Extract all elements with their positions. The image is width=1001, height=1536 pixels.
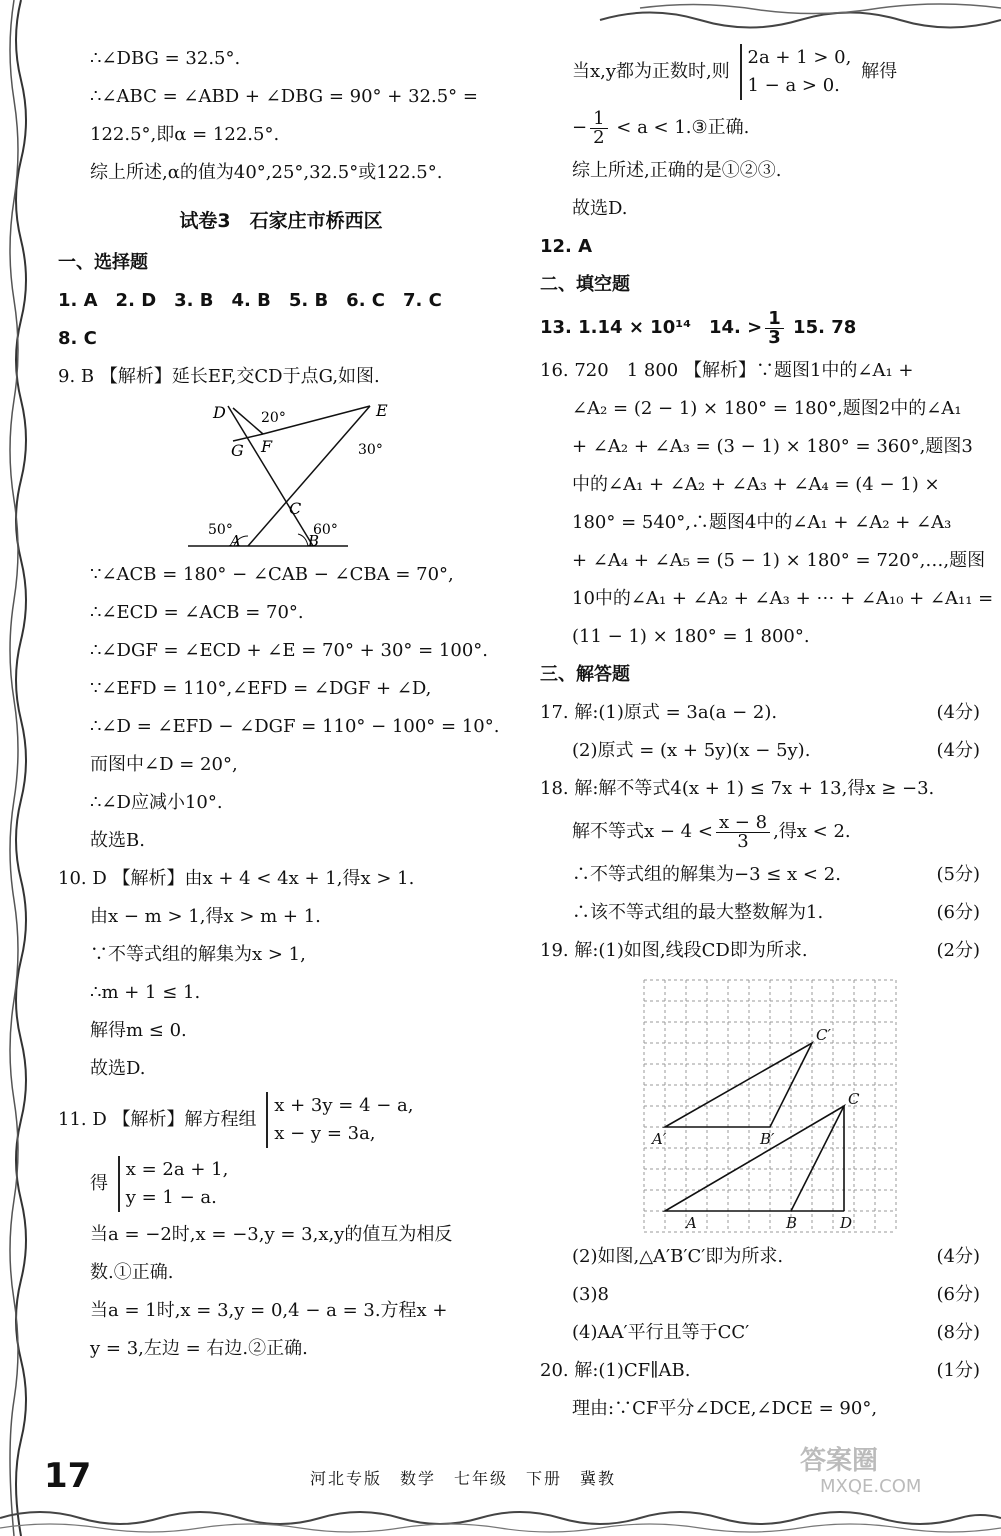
score: (5分) [936, 864, 980, 885]
question-16: 16. 720 1 800 【解析】∵题图1中的∠A₁ + [540, 360, 914, 381]
label-B: B [786, 1214, 798, 1232]
inequality-2: 1 − a > 0. [747, 75, 840, 96]
text-line: 综上所述,正确的是①②③. [572, 160, 782, 181]
r1-solve: 解得 [861, 61, 898, 82]
watermark-url: MXQE.COM [820, 1476, 922, 1497]
r2-rest: < a < 1.③正确. [616, 117, 750, 138]
inequality-system [740, 44, 852, 100]
question-19 [540, 932, 980, 970]
r6-answer: 15. 78 [793, 317, 857, 338]
numerator: 1 [765, 310, 784, 329]
question-11 [58, 1088, 504, 1152]
text-line [540, 1276, 980, 1314]
label-F: F [261, 437, 273, 456]
text-line: ∠A₂ = (2 − 1) × 180° = 180°,题图2中的∠A₁ [572, 398, 962, 419]
r18-result: ,得x < 2. [773, 821, 851, 842]
r23-text: (3)8 [572, 1284, 609, 1305]
r1-text: 当x,y都为正数时,则 [572, 61, 730, 82]
q20-text: 20. 解:(1)CF∥AB. [540, 1360, 691, 1381]
text-line [540, 894, 980, 932]
label-C: C [848, 1090, 860, 1108]
solution-1: x = 2a + 1, [125, 1159, 229, 1180]
denominator: 2 [593, 126, 605, 148]
fraction [765, 307, 784, 348]
equation-2: x − y = 3a, [274, 1123, 376, 1144]
figure-q19-grid [540, 974, 980, 1238]
label-G: G [231, 441, 244, 460]
text-line: ∵∠EFD = 110°,∠EFD = ∠DGF + ∠D, [90, 678, 432, 699]
left-wavy-border [6, 0, 36, 1536]
numerator: 1 [590, 110, 607, 129]
text-line: ∴∠DGF = ∠ECD + ∠E = 70° + 30° = 100°. [90, 640, 488, 661]
text-line: ∴∠ECD = ∠ACB = 70°. [90, 602, 304, 623]
text-line [540, 40, 980, 104]
text-line [540, 1238, 980, 1276]
answer-line [540, 304, 980, 352]
score: (2分) [936, 940, 980, 961]
angle-20: 20° [261, 410, 286, 426]
score: (4分) [936, 702, 980, 723]
q19-text: 19. 解:(1)如图,线段CD即为所求. [540, 940, 808, 961]
r22-text: (2)如图,△A′B′C′即为所求. [572, 1246, 784, 1267]
text-line: + ∠A₂ + ∠A₃ = (3 − 1) × 180° = 360°,题图3 [572, 436, 973, 457]
answer-line: 12. A [540, 236, 593, 257]
fraction [590, 107, 607, 148]
equation-1: x + 3y = 4 − a, [274, 1095, 414, 1116]
text-line: 180° = 540°,∴题图4中的∠A₁ + ∠A₂ + ∠A₃ [572, 512, 952, 533]
label-A: A [686, 1214, 697, 1232]
question-20 [540, 1352, 980, 1390]
text-line: 理由:∵CF平分∠DCE,∠DCE = 90°, [572, 1398, 878, 1419]
text-line: ∴∠D = ∠EFD − ∠DGF = 110° − 100° = 10°. [90, 716, 500, 737]
text-line: ∴∠DBG = 32.5°. [90, 48, 241, 69]
text-line: ∵不等式组的解集为x > 1, [90, 944, 306, 965]
text-line: (11 − 1) × 180° = 1 800°. [572, 626, 810, 647]
text-line: 数.①正确. [90, 1262, 174, 1283]
solution-2: y = 1 − a. [125, 1187, 217, 1208]
text-line: + ∠A₄ + ∠A₅ = (5 − 1) × 180° = 720°,…,题图 [572, 550, 986, 571]
text-line: ∵∠ACB = 180° − ∠CAB − ∠CBA = 70°, [90, 564, 454, 585]
score: (4分) [936, 740, 980, 761]
text-line: 中的∠A₁ + ∠A₂ + ∠A₃ + ∠A₄ = (4 − 1) × [572, 474, 940, 495]
left-column [58, 40, 504, 1368]
label-D: D [213, 403, 226, 422]
numerator: x − 8 [716, 814, 770, 833]
text-line [540, 104, 980, 152]
section-heading: 一、选择题 [58, 252, 148, 273]
equation-system [266, 1092, 413, 1148]
exam-title: 试卷3 石家庄市桥西区 [179, 210, 383, 232]
bottom-wavy-border [0, 1500, 1001, 1536]
denominator: 3 [737, 830, 749, 852]
score: (1分) [936, 1360, 980, 1381]
text-line [540, 808, 980, 856]
question-17 [540, 694, 980, 732]
label-B: B [308, 532, 320, 550]
label-Cp: C′ [816, 1026, 831, 1044]
q17-part2: (2)原式 = (x + 5y)(x − 5y). [572, 740, 811, 761]
label-A: A [230, 532, 241, 550]
text-line: ∴∠ABC = ∠ABD + ∠DBG = 90° + 32.5° = [90, 86, 478, 107]
footer-info: 河北专版 数学 七年级 下册 冀教 [310, 1469, 617, 1488]
question-18: 18. 解:解不等式4(x + 1) ≤ 7x + 13,得x ≥ −3. [540, 778, 935, 799]
label-Bp: B′ [760, 1130, 775, 1148]
text-line: 故选B. [90, 830, 145, 851]
fraction [716, 811, 770, 852]
q11-text: 11. D 【解析】解方程组 [58, 1109, 257, 1130]
answer-line: 1. A 2. D 3. B 4. B 5. B 6. C 7. C [58, 290, 442, 311]
r18-text: 解不等式x − 4 < [572, 821, 713, 842]
top-wavy-border [0, 0, 1001, 40]
watermark-logo: 答案圈 [800, 1446, 879, 1476]
text-line: 10中的∠A₁ + ∠A₂ + ∠A₃ + ⋯ + ∠A₁₀ + ∠A₁₁ = [572, 588, 994, 609]
text-line: 而图中∠D = 20°, [90, 754, 238, 775]
q11-de: 得 [90, 1173, 108, 1194]
denominator: 3 [768, 326, 781, 348]
score: (6分) [936, 1284, 980, 1305]
figure-q9 [58, 396, 504, 556]
page-number: 17 [44, 1456, 92, 1496]
text-line: 解得m ≤ 0. [90, 1020, 187, 1041]
text-line: ∴m + 1 ≤ 1. [90, 982, 201, 1003]
text-line: 当a = 1时,x = 3,y = 0,4 − a = 3.方程x + [90, 1300, 448, 1321]
r24-text: (4)AA′平行且等于CC′ [572, 1322, 750, 1343]
solution-system [118, 1156, 229, 1212]
section-heading: 三、解答题 [540, 664, 630, 685]
inequality-1: 2a + 1 > 0, [747, 47, 852, 68]
answer-line: 8. C [58, 328, 97, 349]
r6-text: 13. 1.14 × 10¹⁴ 14. > [540, 317, 763, 338]
text-line: 由x − m > 1,得x > m + 1. [90, 906, 321, 927]
label-D: D [840, 1214, 853, 1232]
text-line: ∴∠D应减小10°. [90, 792, 223, 813]
right-column [540, 40, 994, 1428]
text-line [540, 856, 980, 894]
score: (8分) [936, 1322, 980, 1343]
angle-50: 50° [208, 522, 233, 538]
angle-30: 30° [358, 442, 383, 458]
q11-solution [58, 1152, 504, 1216]
text-line [540, 1314, 980, 1352]
label-Ap: A′ [652, 1130, 667, 1148]
q17-text: 17. 解:(1)原式 = 3a(a − 2). [540, 702, 778, 723]
question-10: 10. D 【解析】由x + 4 < 4x + 1,得x > 1. [58, 868, 415, 889]
text-line: y = 3,左边 = 右边.②正确. [90, 1338, 308, 1359]
angle-60: 60° [313, 522, 338, 538]
r20-text: ∴该不等式组的最大整数解为1. [572, 902, 824, 923]
text-line: 122.5°,即α = 122.5°. [90, 124, 280, 145]
text-line: 故选D. [90, 1058, 146, 1079]
label-C: C [289, 499, 302, 518]
text-line [540, 732, 980, 770]
label-E: E [376, 401, 388, 420]
r19-text: ∴不等式组的解集为−3 ≤ x < 2. [572, 864, 841, 885]
score: (6分) [936, 902, 980, 923]
text-line: 当a = −2时,x = −3,y = 3,x,y的值互为相反 [90, 1224, 453, 1245]
score: (4分) [936, 1246, 980, 1267]
text-line: 故选D. [572, 198, 628, 219]
question-9: 9. B 【解析】延长EF,交CD于点G,如图. [58, 366, 380, 387]
minus-sign: − [572, 117, 588, 138]
section-heading: 二、填空题 [540, 274, 630, 295]
text-line: 综上所述,α的值为40°,25°,32.5°或122.5°. [90, 162, 443, 183]
